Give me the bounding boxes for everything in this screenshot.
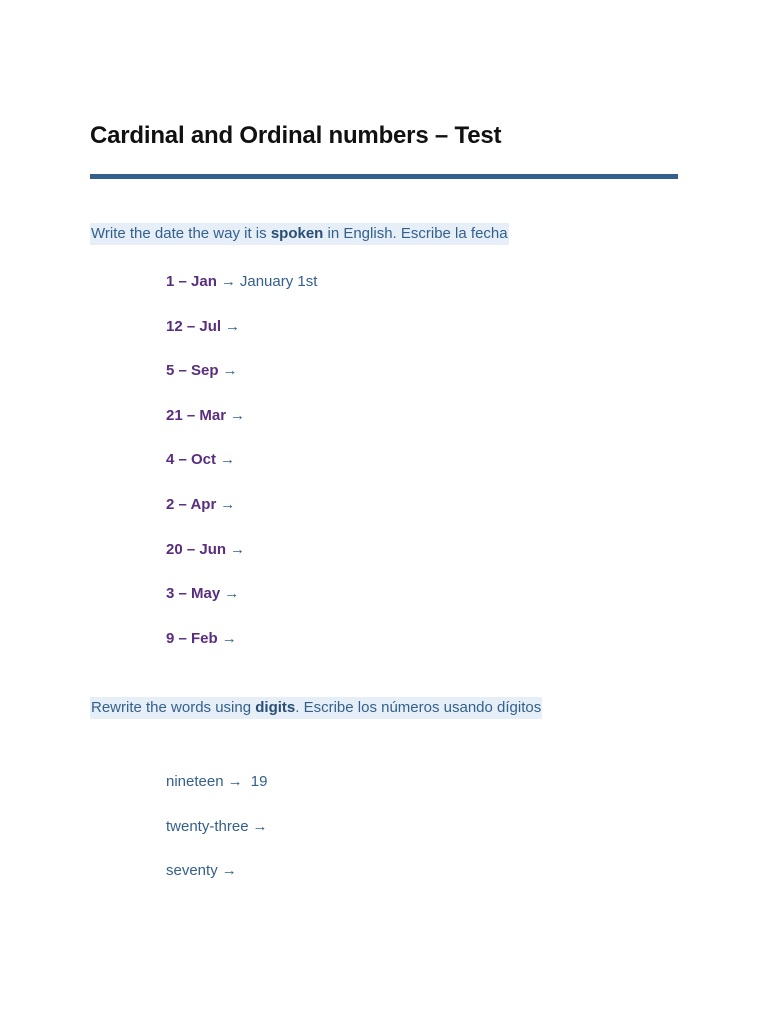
dates-instruction-emphasis: spoken xyxy=(270,225,324,242)
date-label: 4 – Oct xyxy=(166,451,217,469)
date-label: 1 – Jan xyxy=(166,273,217,290)
date-item xyxy=(166,449,317,494)
arrow-icon: → xyxy=(220,451,236,469)
digits-exercise-list xyxy=(166,771,272,905)
arrow-icon: → xyxy=(230,540,246,558)
number-word: seventy xyxy=(166,862,218,880)
date-item xyxy=(166,583,317,628)
date-label: 12 – Jul xyxy=(166,317,222,335)
date-label: 9 – Feb xyxy=(166,629,218,647)
page-title: Cardinal and Ordinal numbers – Test xyxy=(90,122,502,149)
date-label: 2 – Apr xyxy=(166,495,217,513)
dates-exercise-list xyxy=(166,271,317,672)
word-item xyxy=(166,816,272,861)
digits-instruction-text-end: . Escribe los números usando dígitos xyxy=(295,699,542,716)
arrow-icon: → xyxy=(227,773,243,790)
date-label: 5 – Sep xyxy=(166,362,219,380)
date-label: 20 – Jun xyxy=(166,540,227,558)
date-item xyxy=(166,494,317,539)
digits-instruction xyxy=(90,697,542,719)
date-item xyxy=(166,628,317,673)
title-divider xyxy=(90,174,678,179)
digits-instruction-emphasis: digits xyxy=(255,699,296,716)
number-word: nineteen xyxy=(166,773,224,790)
digit-answer: 19 xyxy=(246,773,268,790)
arrow-icon: → xyxy=(230,406,246,424)
arrow-icon: → xyxy=(220,495,236,513)
arrow-icon: → xyxy=(222,362,238,380)
dates-instruction-text-end: in English. Escribe la fecha xyxy=(323,225,508,242)
arrow-icon: → xyxy=(224,585,240,603)
date-label: 21 – Mar xyxy=(166,406,227,424)
arrow-icon: → xyxy=(221,862,237,880)
arrow-icon: → xyxy=(225,317,241,335)
date-item xyxy=(166,271,317,316)
date-item xyxy=(166,539,317,584)
date-label: 3 – May xyxy=(166,585,221,603)
arrow-icon: → xyxy=(220,273,236,290)
arrow-icon: → xyxy=(221,629,237,647)
word-item xyxy=(166,771,272,816)
dates-instruction xyxy=(90,223,509,245)
date-answer: January 1st xyxy=(239,273,318,290)
date-item xyxy=(166,316,317,361)
dates-instruction-text: Write the date the way it is xyxy=(91,225,271,242)
date-item xyxy=(166,360,317,405)
digits-instruction-text: Rewrite the words using xyxy=(91,699,256,716)
number-word: twenty-three xyxy=(166,817,249,835)
word-item xyxy=(166,860,272,905)
arrow-icon: → xyxy=(252,817,268,835)
date-item xyxy=(166,405,317,450)
